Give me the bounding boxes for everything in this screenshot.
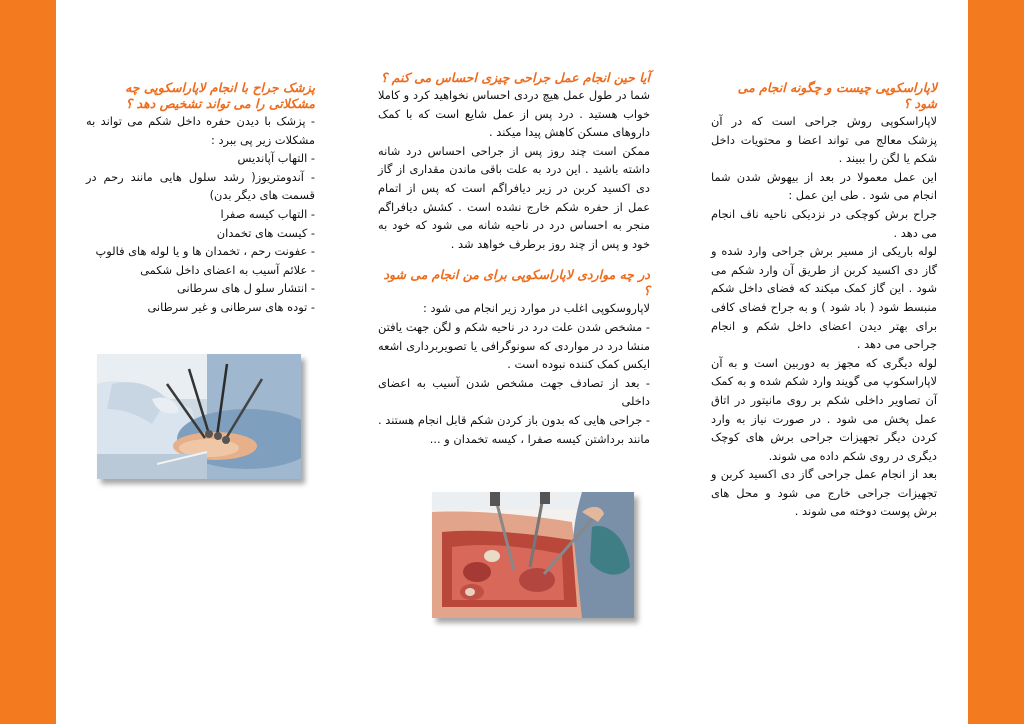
heading-feel-during-surgery: آیا حین انجام عمل جراحی چیزی احساس می کنم ؟ xyxy=(380,70,650,85)
list-item: - جراحی هایی که بدون باز کردن شکم قابل انجام هستند . مانند برداشتن کیسه صفرا ، کیسه تخمدان و ... xyxy=(378,412,650,446)
diagnosis-list xyxy=(86,149,315,316)
paragraph: لوله باریکی از مسیر برش جراحی وارد شده و گاز دی اکسید کربن از طریق آن وارد شکم می شود . این گاز کمک میکند که فضای داخل شکم منبسط شود ( باد شود ) و به جراح فضای کافی برای بهتر دیدن اعضای داخل شکم و انجام جراحی می دهد . xyxy=(711,244,937,352)
indications-list xyxy=(378,318,650,448)
heading-diagnosis: پزشک جراح با انجام لاپاراسکوپی چه مشکلاتی را می تواند تشخیص دهد ؟ xyxy=(125,80,315,111)
list-item: - کیست های تخمدان xyxy=(216,225,315,240)
paragraph: لاپاراسکوپی روش جراحی است که در آن پزشک معالج می تواند اعضا و محتویات داخل شکم یا لگن را ببیند . xyxy=(711,114,937,166)
list-item: - التهاب کیسه صفرا xyxy=(220,206,315,221)
list-item: - بعد از تصادف جهت مشخص شدن آسیب به اعضای داخلی xyxy=(378,375,650,409)
column-diagnosis xyxy=(86,80,315,317)
list-item: - انتشار سلو ل های سرطانی xyxy=(176,281,315,296)
laparoscopy-diagram-illustration xyxy=(432,492,634,618)
list-item: - توده های سرطانی و غیر سرطانی xyxy=(147,299,315,314)
column-what-is-laparoscopy xyxy=(711,80,937,521)
paragraph: - پزشک با دیدن حفره داخل شکم می تواند به مشکلات زیر پی ببرد : xyxy=(86,114,315,147)
paragraph: شما در طول عمل هیچ دردی احساس نخواهید کرد و کاملا خواب هستید . درد پس از عمل شایع است که با کمک داروهای مسکن کاهش پیدا میکند . xyxy=(378,88,650,140)
column-during-surgery xyxy=(378,70,650,448)
surgery-photo xyxy=(97,354,301,479)
paragraph: جراح برش کوچکی در نزدیکی ناحیه ناف انجام می دهد . xyxy=(711,206,937,240)
heading-when-laparoscopy: در چه مواردی لاپاراسکوپی برای من انجام می شود ؟ xyxy=(383,267,650,299)
paragraph: ممکن است چند روز پس از جراحی احساس درد شانه داشته باشید . این درد به علت باقی ماندن مقداری از گاز دی اکسید کربن در زیر دیافراگم است که پس از اتمام عمل از حفره شکم خارج نشده است . کشش دیافراگم منجر به احساس درد در ناحیه شانه می شود که خود به خود و پس از چند روز برطرف خواهد شد . xyxy=(378,143,650,251)
list-item: - مشخص شدن علت درد در ناحیه شکم و لگن جهت یافتن منشا درد در مواردی که سونوگرافی یا تصویربرداری اشعه ایکس کمک کننده نبوده است . xyxy=(378,319,650,372)
laparoscopy-diagram-image xyxy=(432,492,634,618)
list-item: - عفونت رحم ، تخمدان ها و یا لوله های فالوپ xyxy=(95,244,315,259)
paragraph: بعد از انجام عمل جراحی گاز دی اکسید کربن و تجهیزات جراحی خارج می شود و محل های برش پوست دوخته می شوند . xyxy=(711,467,937,519)
list-item: - التهاب آپاندیس xyxy=(237,151,315,166)
paragraph: این عمل معمولا در بعد از بیهوش شدن شما انجام می شود . طی این عمل : xyxy=(711,169,937,203)
paragraph: لوله دیگری که مجهز به دوربین است و به آن لاپاراسکوپ می گویند وارد شکم شده و به کمک آن تصاویر داخلی شکم بر روی مانیتور در اتاق عمل پخش می شود . در صورت نیاز به وارد کردن دیگر تجهیزات جراحی برش های کوچک دیگری در روی شکم داده می شوند. xyxy=(711,355,937,463)
heading-what-is-laparoscopy: لاپاراسکوپی چیست و چگونه انجام می شود ؟ xyxy=(737,80,937,111)
paragraph: لاپاروسکوپی اغلب در موارد زیر انجام می شود : xyxy=(423,301,650,316)
list-item: - آندومتریوز( رشد سلول هایی مانند رحم در قسمت های دیگر بدن) xyxy=(86,169,315,203)
surgery-photo-illustration xyxy=(97,354,301,479)
list-item: - علائم آسیب به اعضای داخل شکمی xyxy=(140,262,315,277)
